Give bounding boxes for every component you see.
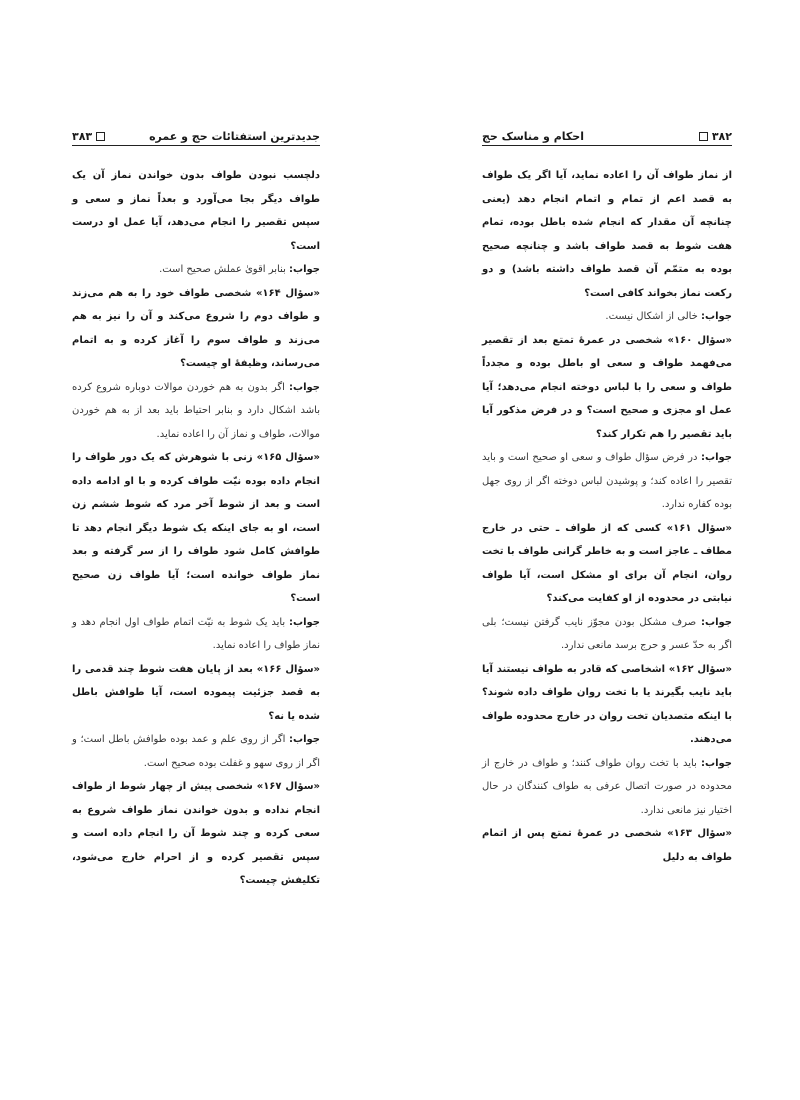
left-page: [72, 0, 320, 1100]
question-paragraph: [72, 446, 320, 611]
answer-text: بنابر اقویٰ عملش صحیح است.: [159, 264, 290, 275]
left-header-title: جدیدترین استفتائات حج و عمره: [149, 130, 320, 143]
question-number: «سؤال ۱۶۴»: [255, 287, 320, 299]
question-number: «سؤال ۱۶۲»: [668, 663, 732, 675]
answer-label: جواب:: [701, 452, 732, 463]
question-paragraph: [482, 822, 732, 869]
question-text: اشخاصی که قادر به طواف نیستند آیا باید نایب بگیرند یا با تخت روان طواف داده شوند؟ با اینکه متصدیان تخت روان در خارج محدوده طواف می‌دهند.: [482, 663, 732, 745]
question-number: «سؤال ۱۶۱»: [666, 522, 732, 534]
answer-paragraph: [72, 258, 320, 282]
left-page-header: [72, 124, 320, 146]
question-number: «سؤال ۱۶۷»: [256, 781, 320, 792]
question-text: شخصی در عمرهٔ تمتع بعد از تقصیر می‌فهمد طواف و سعی او باطل بوده و مجدداً طواف و سعی را با لباس دوخته انجام می‌دهد؛ آیا عمل او مجزی و صحیح است؟ و در فرض مذکور آیا باید تقصیر را هم تکرار کند؟: [482, 334, 732, 440]
answer-label: جواب:: [701, 757, 732, 769]
answer-text: خالی از اشکال نیست.: [605, 311, 702, 322]
question-paragraph: [482, 517, 732, 611]
question-number: «سؤال ۱۶۵»: [256, 452, 320, 463]
question-paragraph: [482, 164, 732, 305]
question-text: شخصی پیش از چهار شوط از طواف انجام نداده و بدون خواندن نماز طواف شروع به سعی کرده و چند شوط آن را انجام داده است و سپس تقصیر کرده و از احرام خارج می‌شود، تکلیفش چیست؟: [72, 781, 320, 886]
answer-paragraph: [72, 376, 320, 447]
question-paragraph: [482, 329, 732, 447]
question-text: شخصی در عمرهٔ تمتع پس از اتمام طواف به دلیل: [482, 828, 732, 863]
answer-text: باید یک شوط به نیّت اتمام طواف اول انجام دهد و نماز طواف را اعاده نماید.: [72, 616, 320, 651]
right-page-number-group: [699, 130, 732, 143]
question-text: از نماز طواف آن را اعاده نماید، آیا اگر یک طواف به قصد اعم از تمام و اتمام انجام دهد (یعنی چنانچه آن مقدار که انجام شده باطل بوده، تمام هفت شوط به قصد طواف باشد و چنانچه صحیح بوده به متمّم آن قصد طواف داشته باشد) و دو رکعت نماز بخواند کافی است؟: [482, 170, 732, 299]
answer-paragraph: [72, 728, 320, 775]
left-page-number: ۳۸۳: [72, 130, 93, 143]
question-text: کسی که از طواف ـ حتی در خارج مطاف ـ عاجز است و به خاطر گرانی طواف با تخت روان، انجام آن برای او مشکل است، آیا طواف نیابتی در محدوده از او کفایت می‌کند؟: [482, 522, 732, 604]
right-page: [482, 0, 732, 1100]
answer-paragraph: [482, 446, 732, 517]
answer-text: اگر بدون به هم خوردن موالات دوباره شروع کرده باشد اشکال دارد و بنابر احتیاط باید بعد از به هم خوردن موالات، طواف و نماز آن را اعاده نماید.: [72, 381, 320, 440]
question-paragraph: [72, 282, 320, 376]
answer-label: جواب:: [701, 616, 732, 628]
answer-label: جواب:: [701, 311, 732, 322]
answer-text: صرف مشکل بودن مجوّز نایب گرفتن نیست؛ بلی اگر به حدّ عسر و حرج برسد مانعی ندارد.: [482, 616, 732, 651]
left-page-number-group: [72, 130, 105, 143]
right-page-body: [482, 164, 732, 869]
question-paragraph: [72, 164, 320, 258]
question-paragraph: [72, 658, 320, 729]
question-text: زنی با شوهرش که یک دور طواف را انجام داده بوده نیّت طواف کرده و با او ادامه داده است و بعد از شوط آخر مرد که شوط ششم زن است، او به جای اینکه یک شوط دیگر انجام دهد تا طوافش کامل شود طواف را از سر گرفته و بعد نماز طواف خوانده است؛ آیا طواف زن صحیح است؟: [72, 452, 320, 604]
answer-paragraph: [482, 611, 732, 658]
square-bullet-icon: [699, 132, 708, 141]
answer-paragraph: [482, 752, 732, 823]
question-paragraph: [72, 775, 320, 893]
left-page-body: [72, 164, 320, 893]
answer-label: جواب:: [289, 381, 320, 393]
answer-label: جواب:: [289, 734, 320, 745]
question-number: «سؤال ۱۶۰»: [667, 334, 732, 346]
square-bullet-icon: [96, 132, 105, 141]
answer-paragraph: [482, 305, 732, 329]
answer-text: اگر از روی علم و عمد بوده طوافش باطل است؛ و اگر از روی سهو و غفلت بوده صحیح است.: [72, 734, 320, 769]
question-text: شخصی طواف خود را به هم می‌زند و طواف دوم را شروع می‌کند و آن را نیز به هم می‌زند و طواف سوم را آغاز کرده و به اتمام می‌رساند، وظیفهٔ او چیست؟: [72, 287, 320, 369]
question-paragraph: [482, 658, 732, 752]
right-header-title: احکام و مناسک حج: [482, 130, 584, 143]
question-text: دلچسب نبودن طواف بدون خواندن نماز آن یک طواف دیگر بجا می‌آورد و بعداً نماز و سعی و سپس تقصیر را انجام می‌دهد، آیا عمل او درست است؟: [72, 170, 320, 252]
answer-label: جواب:: [289, 264, 320, 275]
answer-text: باید با تخت روان طواف کنند؛ و طواف در خارج از محدوده در صورت اتصال عرفی به طواف کنندگان در حال اختیار نیز مانعی ندارد.: [482, 757, 732, 816]
right-page-number: ۳۸۲: [711, 130, 732, 143]
answer-paragraph: [72, 611, 320, 658]
question-number: «سؤال ۱۶۳»: [667, 828, 732, 839]
answer-label: جواب:: [289, 616, 320, 628]
question-text: بعد از پایان هفت شوط چند قدمی را به قصد جزئیت پیموده است، آیا طوافش باطل شده یا نه؟: [72, 663, 320, 722]
question-number: «سؤال ۱۶۶»: [256, 663, 320, 675]
answer-text: در فرض سؤال طواف و سعی او صحیح است و باید تقصیر را اعاده کند؛ و پوشیدن لباس دوخته اگر از روی جهل بوده کفاره ندارد.: [482, 452, 732, 510]
right-page-header: [482, 124, 732, 146]
